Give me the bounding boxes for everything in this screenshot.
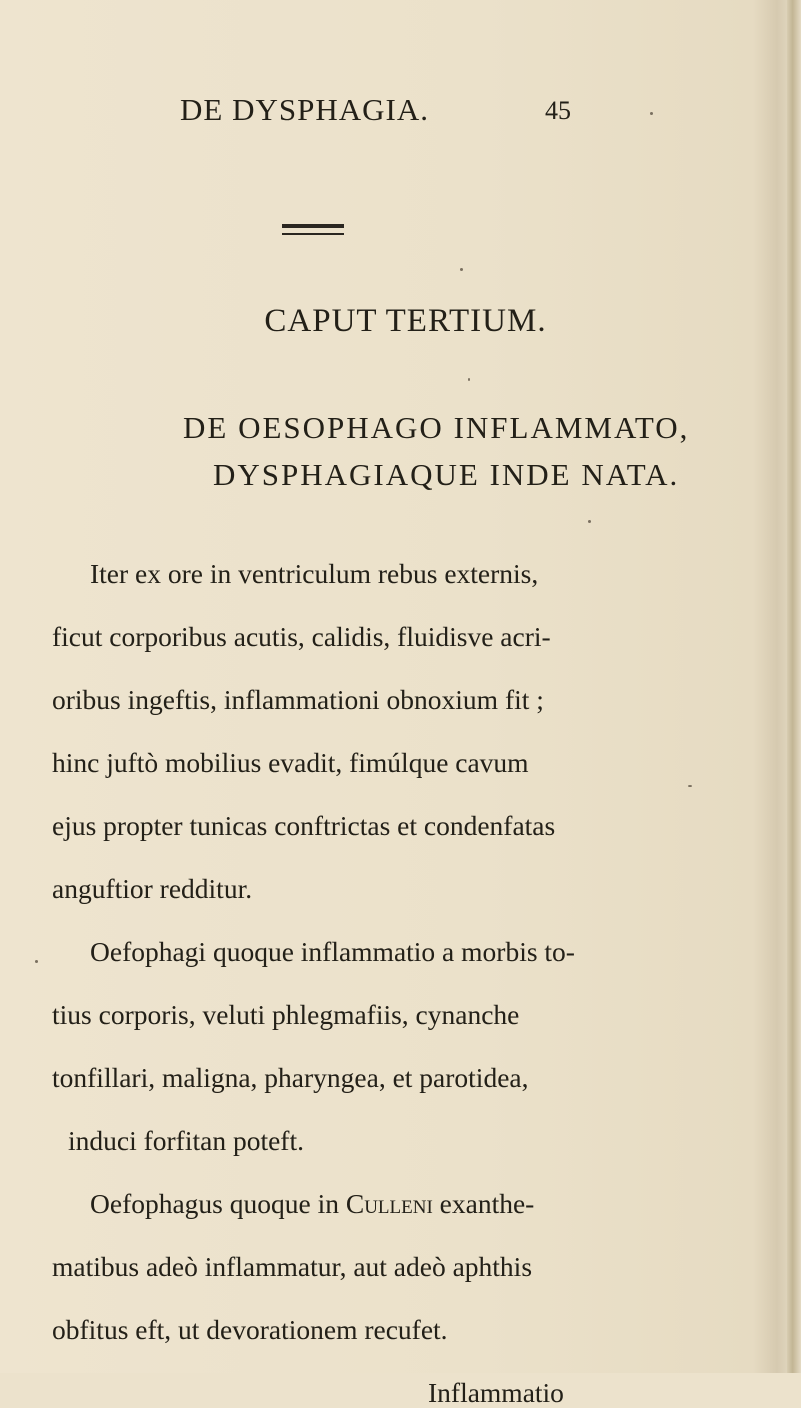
body-line-11-start: Oefophagus quoque in bbox=[90, 1188, 346, 1219]
body-line-13: obfitus eft, ut devorationem recufet. bbox=[52, 1314, 448, 1345]
paper-speck bbox=[35, 960, 38, 963]
paper-speck bbox=[588, 520, 591, 523]
page-number: 45 bbox=[545, 96, 571, 125]
body-line-8: tius corporis, veluti phlegmafiis, cynanche bbox=[52, 999, 520, 1030]
body-line-2: ficut corporibus acutis, calidis, fluidisve acri- bbox=[52, 621, 551, 652]
body-line-9: tonfillari, maligna, pharyngea, et parotidea, bbox=[52, 1062, 529, 1093]
body-line-12: matibus adeò inflammatur, aut adeò aphthis bbox=[52, 1251, 533, 1282]
paper-speck bbox=[650, 112, 653, 115]
body-line-4: hinc juftò mobilius evadit, fimúlque cavum bbox=[52, 747, 529, 778]
running-head: DE DYSPHAGIA. bbox=[180, 92, 429, 127]
body-line-11-end: exanthe- bbox=[439, 1188, 535, 1219]
body-line-10: induci forfitan poteft. bbox=[68, 1125, 304, 1156]
paper-speck bbox=[688, 785, 692, 787]
catchword: Inflammatio bbox=[428, 1377, 564, 1408]
body-line-5: ejus propter tunicas conftrictas et condenfatas bbox=[52, 810, 556, 841]
chapter-heading: CAPUT TERTIUM. bbox=[264, 303, 547, 339]
body-line-6: anguftior redditur. bbox=[52, 873, 253, 904]
cited-author: Culleni bbox=[345, 1188, 433, 1219]
paper-speck bbox=[468, 378, 470, 381]
body-line-11 bbox=[90, 1190, 534, 1218]
paper-speck bbox=[460, 268, 463, 271]
body-line-3: oribus ingeftis, inflammationi obnoxium fit ; bbox=[52, 684, 544, 715]
page-edge bbox=[787, 0, 801, 1373]
ornamental-rule-thin bbox=[282, 233, 344, 235]
chapter-subtitle-line-1: DE OESOPHAGO INFLAMMATO, bbox=[183, 410, 690, 445]
chapter-subtitle-line-2: DYSPHAGIAQUE INDE NATA. bbox=[213, 457, 680, 492]
body-line-1: Iter ex ore in ventriculum rebus externis, bbox=[90, 558, 539, 589]
ornamental-rule-thick bbox=[282, 224, 344, 228]
body-line-7: Oefophagi quoque inflammatio a morbis to- bbox=[90, 936, 575, 967]
